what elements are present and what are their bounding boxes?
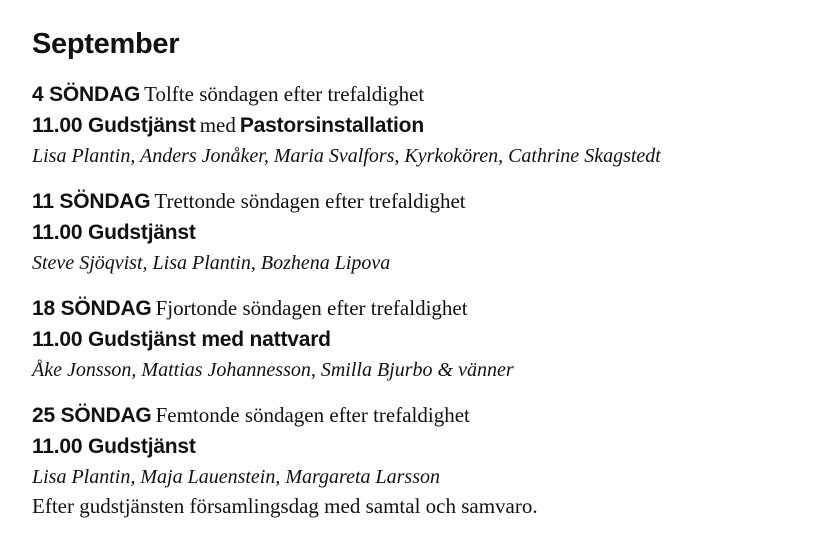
event-day-line [32,401,812,432]
service-connector: med [199,113,236,137]
people-list: Steve Sjöqvist, Lisa Plantin, Bozhena Lipova [32,252,391,274]
people-list: Lisa Plantin, Maja Lauenstein, Margareta Larsson [32,466,440,488]
month-title: September [32,28,180,60]
service-line [32,325,812,356]
people-list: Åke Jonsson, Mattias Johannesson, Smilla Bjurbo & vänner [32,359,514,381]
day-label: 11 SÖNDAG [32,190,151,213]
event-sep-4 [32,80,812,171]
service-highlight: Pastorsinstallation [239,114,424,137]
day-name: Tolfte söndagen efter trefaldighet [144,82,425,106]
event-sep-11 [32,187,812,278]
event-day-line [32,294,812,325]
people-list: Lisa Plantin, Anders Jonåker, Maria Svalfors, Kyrkokören, Cathrine Skagstedt [32,145,661,167]
service-title: 11.00 Gudstjänst [32,221,196,244]
service-title: 11.00 Gudstjänst med nattvard [32,328,331,351]
event-day-line [32,187,812,218]
service-line [32,218,812,249]
service-title: 11.00 Gudstjänst [32,435,196,458]
day-label: 4 SÖNDAG [32,83,141,106]
event-sep-18 [32,294,812,385]
day-label: 25 SÖNDAG [32,404,152,427]
day-name: Trettonde söndagen efter trefaldighet [154,189,466,213]
service-title: 11.00 Gudstjänst [32,114,196,137]
day-name: Fjortonde söndagen efter trefaldighet [155,296,468,320]
calendar-page [32,24,812,536]
event-sep-25 [32,401,812,520]
day-label: 18 SÖNDAG [32,297,152,320]
event-note: Efter gudstjänsten församlingsdag med samtal och samvaro. [32,494,538,518]
day-name: Femtonde söndagen efter trefaldighet [155,403,470,427]
event-day-line [32,80,812,111]
service-line [32,432,812,463]
service-line [32,111,812,142]
